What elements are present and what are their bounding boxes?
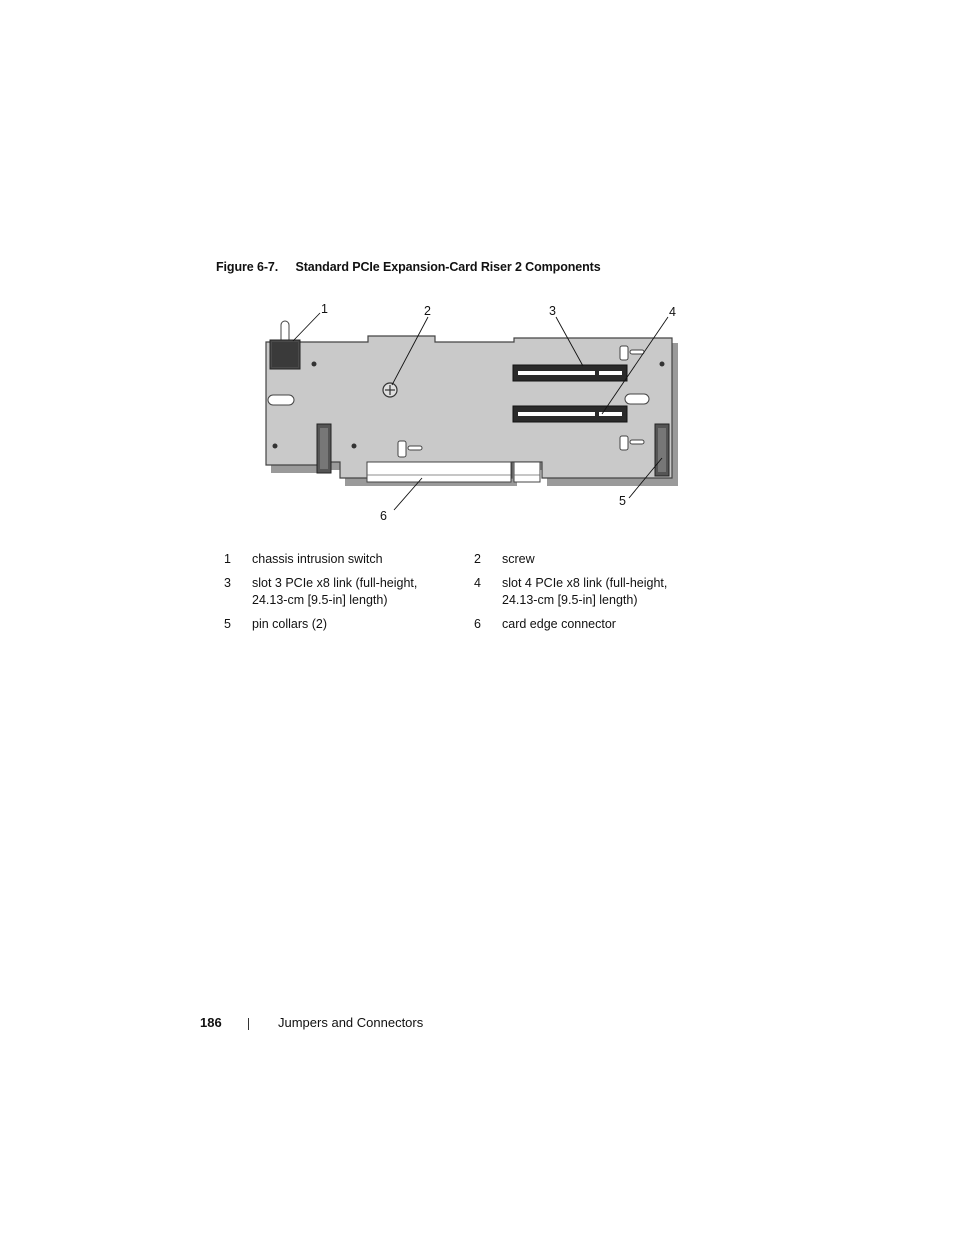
legend-table [224, 551, 724, 640]
card-edge-connector [367, 462, 540, 482]
legend-item [224, 616, 474, 633]
slot-3-pcie-connector [513, 365, 627, 381]
legend-number: 5 [224, 617, 231, 631]
legend-text: chassis intrusion switch [252, 552, 383, 566]
callout-5: 5 [619, 494, 626, 508]
figure-number: Figure 6-7. [216, 260, 279, 274]
legend-number: 6 [474, 617, 481, 631]
callout-4: 4 [669, 305, 676, 319]
callout-3: 3 [549, 304, 556, 318]
legend-item [474, 616, 724, 633]
legend-number: 3 [224, 576, 231, 590]
legend-item [224, 551, 474, 568]
legend-text: slot 3 PCIe x8 link (full-height, 24.13-cm [9.5-in] length) [252, 576, 418, 607]
legend-text: screw [502, 552, 535, 566]
legend-item [474, 575, 724, 609]
legend-row [224, 616, 724, 633]
legend-row [224, 551, 724, 568]
figure-title: Standard PCIe Expansion-Card Riser 2 Components [295, 260, 601, 274]
chassis-intrusion-switch [270, 321, 300, 369]
slot-4-pcie-connector [513, 406, 627, 422]
legend-item [224, 575, 474, 609]
legend-item [474, 551, 724, 568]
riser-diagram [250, 295, 690, 525]
screw [383, 383, 397, 397]
callout-2: 2 [424, 304, 431, 318]
mounting-hole [312, 362, 317, 367]
pin-collar [317, 424, 331, 473]
legend-text: pin collars (2) [252, 617, 328, 631]
legend-number: 4 [474, 576, 481, 590]
mounting-hole [660, 362, 665, 367]
keyhole-slot [625, 394, 649, 404]
callout-1: 1 [321, 302, 328, 316]
figure-caption [216, 260, 601, 274]
legend-number: 2 [474, 552, 481, 566]
footer-separator [248, 1018, 249, 1030]
callout-6: 6 [380, 509, 387, 523]
legend-text: card edge connector [502, 617, 616, 631]
mounting-hole [352, 444, 357, 449]
legend-row [224, 575, 724, 609]
mounting-hole [273, 444, 278, 449]
pin-collar [655, 424, 669, 476]
keyhole-slot [268, 395, 294, 405]
page-number: 186 [200, 1015, 222, 1030]
legend-text: slot 4 PCIe x8 link (full-height, 24.13-cm [9.5-in] length) [502, 576, 668, 607]
footer-section-title: Jumpers and Connectors [278, 1015, 424, 1030]
legend-number: 1 [224, 552, 231, 566]
